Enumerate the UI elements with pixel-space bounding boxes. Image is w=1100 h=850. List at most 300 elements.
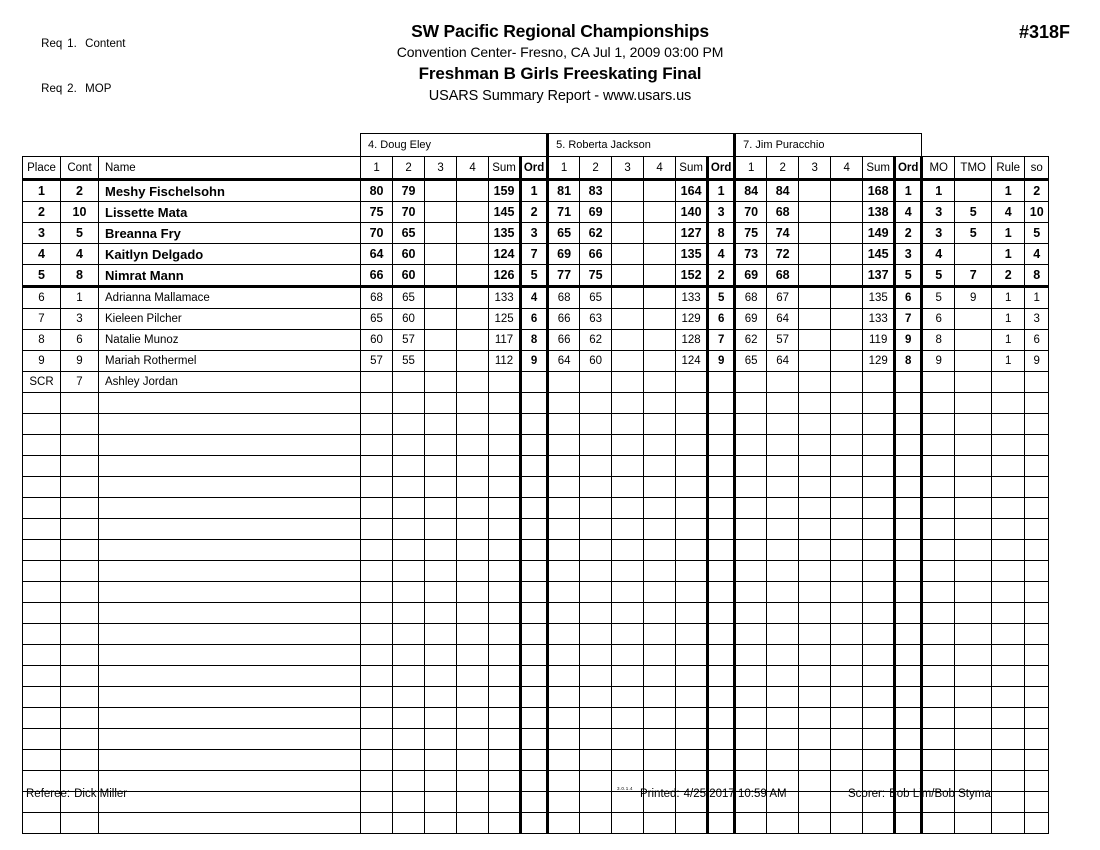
cell-j2-score4: [644, 223, 676, 244]
cell-j1-ord: 7: [521, 244, 548, 265]
version-stamp: 3.0.1.4: [617, 786, 633, 791]
cell-judge-slot: [735, 687, 767, 708]
requirement-item: [22, 22, 125, 67]
cell-judge-slot: [735, 582, 767, 603]
cell-judge-slot: [676, 603, 708, 624]
cell-so: 8: [1025, 265, 1049, 287]
cell-judge-slot: [489, 645, 521, 666]
cell-judge-slot: [735, 414, 767, 435]
empty-row[interactable]: [23, 540, 1049, 561]
requirement-text: Content: [85, 38, 126, 50]
cell-judge-slot: [799, 519, 831, 540]
cell-rule: [992, 603, 1025, 624]
cell-judge-slot: [457, 561, 489, 582]
cell-judge-slot: [676, 708, 708, 729]
cell-name: Mariah Rothermel: [99, 351, 361, 372]
cell-cont: [61, 498, 99, 519]
cell-j3-sum: 168: [863, 180, 895, 202]
cell-tmo: [955, 624, 992, 645]
cell-j3-score4: [831, 309, 863, 330]
cell-judge-slot: [548, 582, 580, 603]
cell-name: [99, 435, 361, 456]
cell-j1-score3: [425, 351, 457, 372]
cell-j3-score1: 69: [735, 265, 767, 287]
cell-j2-score3: [612, 265, 644, 287]
header-j1-4: 4: [457, 157, 489, 180]
table-row[interactable]: [23, 287, 1049, 309]
cell-judge-slot: [548, 666, 580, 687]
cell-judge-slot: [393, 498, 425, 519]
cell-judge-slot: [548, 456, 580, 477]
cell-judge-slot: [393, 708, 425, 729]
cell-judge-slot: [548, 687, 580, 708]
cell-judge-slot: [580, 813, 612, 834]
cell-name: [99, 477, 361, 498]
empty-row[interactable]: [23, 750, 1049, 771]
cell-judge-slot: [521, 414, 548, 435]
cell-judge-slot: [393, 666, 425, 687]
cell-j2-score1: 71: [548, 202, 580, 223]
empty-row[interactable]: [23, 666, 1049, 687]
cell-place: [23, 477, 61, 498]
cell-rule: 1: [992, 287, 1025, 309]
cell-j1-score4: [457, 265, 489, 287]
cell-tmo: [955, 561, 992, 582]
cell-judge-slot: [676, 813, 708, 834]
cell-judge-slot: [644, 708, 676, 729]
empty-row[interactable]: [23, 519, 1049, 540]
cell-judge-slot: [895, 729, 922, 750]
cell-judge-slot: [457, 750, 489, 771]
cell-j1-score2: 60: [393, 265, 425, 287]
cell-j2-ord: 8: [708, 223, 735, 244]
cell-j2-score2: 66: [580, 244, 612, 265]
cell-j3-score4: [831, 372, 863, 393]
cell-j3-score2: 84: [767, 180, 799, 202]
empty-row[interactable]: [23, 687, 1049, 708]
empty-row[interactable]: [23, 729, 1049, 750]
header-j1-2: 2: [393, 157, 425, 180]
cell-judge-slot: [521, 813, 548, 834]
cell-judge-slot: [676, 414, 708, 435]
cell-mo: [922, 708, 955, 729]
header-j3-3: 3: [799, 157, 831, 180]
cell-judge-slot: [831, 645, 863, 666]
cell-cont: [61, 687, 99, 708]
cell-rule: 1: [992, 180, 1025, 202]
cell-judge-slot: [676, 582, 708, 603]
cell-judge-slot: [831, 687, 863, 708]
cell-judge-slot: [548, 645, 580, 666]
empty-row[interactable]: [23, 708, 1049, 729]
cell-judge-slot: [521, 393, 548, 414]
cell-judge-slot: [580, 708, 612, 729]
cell-judge-slot: [580, 477, 612, 498]
cell-judge-slot: [708, 729, 735, 750]
cell-j2-score1: 77: [548, 265, 580, 287]
cell-judge-slot: [676, 729, 708, 750]
cell-judge-slot: [863, 582, 895, 603]
cell-mo: [922, 687, 955, 708]
cell-judge-slot: [393, 393, 425, 414]
cell-j3-score2: 68: [767, 202, 799, 223]
cell-j1-ord: 5: [521, 265, 548, 287]
cell-judge-slot: [735, 708, 767, 729]
cell-judge-slot: [895, 477, 922, 498]
cell-judge-slot: [895, 498, 922, 519]
cell-rule: [992, 729, 1025, 750]
cell-j1-ord: 9: [521, 351, 548, 372]
cell-judge-slot: [489, 477, 521, 498]
cell-cont: [61, 645, 99, 666]
cell-j3-score4: [831, 330, 863, 351]
cell-name: [99, 729, 361, 750]
cell-so: [1025, 414, 1049, 435]
cell-judge-slot: [863, 435, 895, 456]
cell-j2-ord: 6: [708, 309, 735, 330]
cell-rule: 1: [992, 351, 1025, 372]
cell-judge-slot: [644, 750, 676, 771]
cell-j3-sum: [863, 372, 895, 393]
cell-rule: [992, 540, 1025, 561]
header-j3-4: 4: [831, 157, 863, 180]
cell-tmo: 5: [955, 202, 992, 223]
cell-rule: 1: [992, 244, 1025, 265]
cell-judge-slot: [425, 645, 457, 666]
cell-judge-slot: [708, 561, 735, 582]
cell-judge-slot: [895, 666, 922, 687]
table-row[interactable]: [23, 244, 1049, 265]
cell-tmo: [955, 750, 992, 771]
cell-j3-score3: [799, 372, 831, 393]
cell-judge-slot: [644, 645, 676, 666]
empty-row[interactable]: [23, 477, 1049, 498]
cell-judge-slot: [708, 414, 735, 435]
cell-tmo: [955, 351, 992, 372]
cell-judge-slot: [521, 582, 548, 603]
header-rule: Rule: [992, 157, 1025, 180]
cell-judge-slot: [548, 414, 580, 435]
cell-j2-score4: [644, 202, 676, 223]
cell-judge-slot: [644, 729, 676, 750]
cell-judge-slot: [831, 624, 863, 645]
cell-j1-sum: 126: [489, 265, 521, 287]
cell-judge-slot: [676, 540, 708, 561]
empty-row[interactable]: [23, 414, 1049, 435]
cell-rule: [992, 477, 1025, 498]
cell-judge-slot: [521, 435, 548, 456]
empty-row[interactable]: [23, 813, 1049, 834]
empty-row[interactable]: [23, 603, 1049, 624]
cell-name: Adrianna Mallamace: [99, 287, 361, 309]
cell-judge-slot: [863, 603, 895, 624]
cell-j2-score4: [644, 330, 676, 351]
cell-j2-score2: 63: [580, 309, 612, 330]
cell-j2-score2: 62: [580, 223, 612, 244]
cell-j2-score3: [612, 202, 644, 223]
cell-judge-slot: [489, 603, 521, 624]
cell-judge-slot: [489, 624, 521, 645]
cell-judge-slot: [612, 666, 644, 687]
cell-judge-slot: [767, 561, 799, 582]
cell-judge-slot: [676, 645, 708, 666]
header-name: Name: [99, 157, 361, 180]
cell-j3-sum: 119: [863, 330, 895, 351]
cell-judge-slot: [799, 477, 831, 498]
cell-judge-slot: [895, 435, 922, 456]
cell-j3-score3: [799, 265, 831, 287]
referee-name: Dick Miller: [74, 788, 128, 800]
cell-judge-slot: [457, 582, 489, 603]
header-j3-1: 1: [735, 157, 767, 180]
cell-j2-sum: 152: [676, 265, 708, 287]
cell-so: [1025, 561, 1049, 582]
cell-judge-slot: [361, 435, 393, 456]
cell-judge-slot: [708, 582, 735, 603]
cell-judge-slot: [644, 435, 676, 456]
cell-judge-slot: [521, 687, 548, 708]
cell-judge-slot: [361, 519, 393, 540]
cell-j3-score4: [831, 287, 863, 309]
cell-judge-slot: [644, 498, 676, 519]
cell-judge-slot: [767, 477, 799, 498]
cell-judge-slot: [548, 708, 580, 729]
cell-j1-ord: 3: [521, 223, 548, 244]
cell-judge-slot: [767, 414, 799, 435]
cell-j3-score3: [799, 223, 831, 244]
cell-j3-score1: [735, 372, 767, 393]
cell-cont: 7: [61, 372, 99, 393]
empty-row[interactable]: [23, 498, 1049, 519]
cell-j3-ord: 7: [895, 309, 922, 330]
cell-judge-slot: [644, 477, 676, 498]
cell-j2-sum: 129: [676, 309, 708, 330]
cell-judge-slot: [489, 708, 521, 729]
empty-row[interactable]: [23, 624, 1049, 645]
cell-judge-slot: [425, 540, 457, 561]
cell-mo: [922, 750, 955, 771]
table-row[interactable]: [23, 372, 1049, 393]
cell-j1-score4: [457, 244, 489, 265]
empty-row[interactable]: [23, 582, 1049, 603]
cell-cont: [61, 435, 99, 456]
empty-row[interactable]: [23, 435, 1049, 456]
cell-j2-ord: 9: [708, 351, 735, 372]
table-row[interactable]: [23, 223, 1049, 244]
empty-row[interactable]: [23, 561, 1049, 582]
cell-j2-sum: 164: [676, 180, 708, 202]
cell-mo: [922, 603, 955, 624]
table-row[interactable]: [23, 309, 1049, 330]
cell-judge-slot: [580, 582, 612, 603]
cell-j3-score3: [799, 351, 831, 372]
cell-j3-ord: 9: [895, 330, 922, 351]
cell-j1-ord: 1: [521, 180, 548, 202]
cell-judge-slot: [457, 498, 489, 519]
cell-judge-slot: [489, 813, 521, 834]
cell-mo: [922, 372, 955, 393]
cell-judge-slot: [895, 414, 922, 435]
cell-j2-ord: 2: [708, 265, 735, 287]
cell-judge-slot: [799, 582, 831, 603]
empty-row[interactable]: [23, 393, 1049, 414]
cell-place: [23, 750, 61, 771]
cell-so: [1025, 729, 1049, 750]
cell-judge-slot: [767, 540, 799, 561]
title-block: [240, 20, 880, 107]
cell-judge-slot: [489, 561, 521, 582]
table-row[interactable]: [23, 202, 1049, 223]
cell-so: [1025, 435, 1049, 456]
cell-j1-score2: 65: [393, 223, 425, 244]
cell-j2-score3: [612, 309, 644, 330]
cell-judge-slot: [361, 603, 393, 624]
cell-place: 2: [23, 202, 61, 223]
table-row[interactable]: [23, 330, 1049, 351]
cell-cont: [61, 666, 99, 687]
cell-j2-score2: 75: [580, 265, 612, 287]
cell-j1-score4: [457, 180, 489, 202]
cell-name: [99, 519, 361, 540]
results-table: [22, 133, 1049, 834]
column-header-row: [23, 157, 1049, 180]
cell-j2-ord: 1: [708, 180, 735, 202]
printed-label: Printed:: [640, 788, 680, 800]
cell-rule: [992, 435, 1025, 456]
cell-j3-sum: 138: [863, 202, 895, 223]
cell-judge-slot: [457, 645, 489, 666]
cell-mo: [922, 729, 955, 750]
cell-name: [99, 687, 361, 708]
cell-so: 10: [1025, 202, 1049, 223]
cell-judge-slot: [863, 708, 895, 729]
cell-judge-slot: [676, 687, 708, 708]
cell-judge-slot: [895, 540, 922, 561]
cell-judge-slot: [644, 540, 676, 561]
cell-tmo: [955, 372, 992, 393]
header-cont: Cont: [61, 157, 99, 180]
header-j1-ord: Ord: [521, 157, 548, 180]
cell-place: [23, 435, 61, 456]
cell-name: [99, 498, 361, 519]
requirement-item: [22, 67, 125, 112]
cell-judge-slot: [612, 519, 644, 540]
cell-judge-slot: [489, 435, 521, 456]
cell-judge-slot: [863, 687, 895, 708]
cell-rule: [992, 624, 1025, 645]
cell-mo: [922, 561, 955, 582]
cell-name: [99, 624, 361, 645]
cell-cont: [61, 477, 99, 498]
cell-judge-slot: [735, 750, 767, 771]
cell-judge-slot: [863, 666, 895, 687]
cell-judge-slot: [799, 687, 831, 708]
cell-judge-slot: [361, 456, 393, 477]
cell-j3-score1: 84: [735, 180, 767, 202]
cell-j2-score3: [612, 351, 644, 372]
cell-judge-slot: [831, 393, 863, 414]
cell-place: 5: [23, 265, 61, 287]
cell-judge-slot: [831, 582, 863, 603]
cell-tmo: [955, 309, 992, 330]
cell-judge-slot: [612, 477, 644, 498]
header-j3-ord: Ord: [895, 157, 922, 180]
cell-j2-score2: [580, 372, 612, 393]
cell-cont: [61, 708, 99, 729]
cell-place: [23, 540, 61, 561]
cell-judge-slot: [612, 624, 644, 645]
empty-row[interactable]: [23, 645, 1049, 666]
cell-so: [1025, 372, 1049, 393]
cell-judge-slot: [425, 414, 457, 435]
cell-judge-slot: [425, 498, 457, 519]
cell-judge-slot: [799, 729, 831, 750]
cell-rule: [992, 708, 1025, 729]
cell-mo: 3: [922, 223, 955, 244]
cell-mo: [922, 498, 955, 519]
cell-j1-score3: [425, 330, 457, 351]
empty-row[interactable]: [23, 456, 1049, 477]
cell-judge-slot: [393, 561, 425, 582]
cell-mo: 1: [922, 180, 955, 202]
cell-j1-score1: 75: [361, 202, 393, 223]
cell-name: Kieleen Pilcher: [99, 309, 361, 330]
cell-j2-score1: 81: [548, 180, 580, 202]
cell-rule: [992, 372, 1025, 393]
table-row[interactable]: [23, 351, 1049, 372]
cell-place: [23, 645, 61, 666]
cell-judge-slot: [393, 750, 425, 771]
cell-judge-slot: [644, 561, 676, 582]
cell-j3-score2: 57: [767, 330, 799, 351]
cell-judge-slot: [612, 435, 644, 456]
cell-judge-slot: [831, 708, 863, 729]
table-row[interactable]: [23, 265, 1049, 287]
cell-cont: [61, 414, 99, 435]
cell-j1-score1: 80: [361, 180, 393, 202]
cell-judge-slot: [393, 456, 425, 477]
cell-j1-score2: [393, 372, 425, 393]
cell-judge-slot: [644, 456, 676, 477]
cell-place: 3: [23, 223, 61, 244]
cell-j3-score2: 67: [767, 287, 799, 309]
cell-judge-slot: [580, 561, 612, 582]
cell-judge-slot: [521, 477, 548, 498]
cell-mo: [922, 519, 955, 540]
cell-judge-slot: [644, 687, 676, 708]
table-row[interactable]: [23, 180, 1049, 202]
cell-judge-slot: [580, 687, 612, 708]
cell-judge-slot: [799, 414, 831, 435]
cell-j3-score2: [767, 372, 799, 393]
cell-judge-slot: [644, 519, 676, 540]
cell-j1-sum: 125: [489, 309, 521, 330]
cell-judge-slot: [831, 813, 863, 834]
cell-tmo: [955, 582, 992, 603]
cell-mo: 4: [922, 244, 955, 265]
cell-j3-score1: 73: [735, 244, 767, 265]
cell-j3-score3: [799, 309, 831, 330]
cell-judge-slot: [521, 519, 548, 540]
cell-j2-score1: 69: [548, 244, 580, 265]
cell-judge-slot: [393, 414, 425, 435]
cell-so: 5: [1025, 223, 1049, 244]
cell-j2-score4: [644, 244, 676, 265]
cell-judge-slot: [799, 624, 831, 645]
scorer-info: [848, 788, 991, 800]
cell-name: [99, 561, 361, 582]
cell-judge-slot: [393, 540, 425, 561]
